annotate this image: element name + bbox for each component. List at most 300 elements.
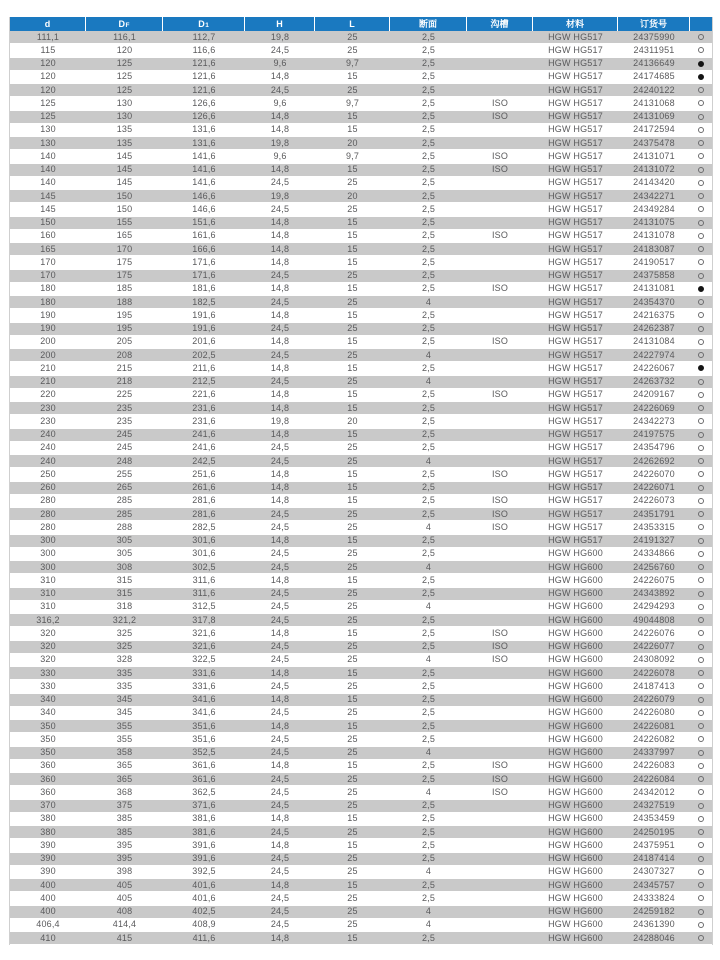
col-df-cell: 170: [116, 243, 133, 254]
table-row: [10, 336, 712, 349]
col-material-cell: HGW HG517: [548, 482, 603, 493]
col-status-cell: [690, 349, 712, 361]
col-status-cell: [690, 839, 712, 851]
col-d1-cell: 302,5: [192, 561, 216, 572]
col-df-cell: 235: [116, 415, 133, 426]
table-row: [10, 760, 712, 773]
col-order-no-cell: 24250195: [633, 826, 675, 837]
col-groove-cell: [467, 800, 533, 812]
col-groove-cell: [467, 71, 533, 83]
col-material-cell: HGW HG600: [548, 707, 603, 718]
col-d1-cell: 321,6: [192, 627, 216, 638]
empty-circle-icon: [698, 577, 704, 583]
col-section-cell: 2,5: [421, 111, 436, 122]
empty-circle-icon: [698, 895, 704, 901]
table-row: [10, 892, 712, 905]
empty-circle-icon: [698, 736, 704, 742]
col-groove-cell: [467, 349, 533, 361]
col-h-cell: 14,8: [270, 124, 290, 135]
col-section-cell: 2,5: [421, 71, 436, 82]
col-d1-cell: 381,6: [192, 813, 216, 824]
col-d-cell: 330: [40, 667, 56, 678]
col-section-cell: 2,5: [421, 813, 436, 824]
col-material-cell: HGW HG517: [548, 296, 603, 307]
col-d1-cell: 241,6: [192, 442, 216, 453]
col-d1-cell: 151,6: [192, 217, 216, 228]
col-d-cell: 300: [40, 548, 56, 559]
col-d1-cell: 251,6: [192, 468, 216, 479]
col-material-cell: HGW HG517: [548, 137, 603, 148]
col-material-cell: HGW HG600: [548, 747, 603, 758]
col-d-cell: 200: [40, 349, 56, 360]
col-df-cell: 235: [116, 402, 133, 413]
col-d1-cell: 322,5: [192, 654, 216, 665]
col-section-cell: 2,5: [421, 614, 436, 625]
col-section-cell: 2,5: [421, 190, 436, 201]
col-d-cell: 125: [40, 111, 56, 122]
col-section-cell: 4: [425, 601, 432, 612]
col-material-cell: HGW HG517: [548, 508, 603, 519]
col-status-cell: [690, 71, 712, 83]
col-d-cell: 390: [40, 853, 56, 864]
col-groove-cell: [467, 137, 533, 149]
col-groove-cell: ISO: [491, 164, 509, 175]
col-df-cell: 305: [116, 535, 133, 546]
table-row: [10, 150, 712, 163]
col-status-cell: [690, 389, 712, 401]
col-h-cell: 24,5: [270, 906, 290, 917]
col-h-cell: 24,5: [270, 733, 290, 744]
col-material-cell: HGW HG600: [548, 866, 603, 877]
col-d1-cell: 121,6: [192, 71, 216, 82]
col-groove-cell: ISO: [491, 786, 509, 797]
col-d-cell: 260: [40, 482, 56, 493]
col-material-cell: HGW HG600: [548, 839, 603, 850]
col-l-cell: 15: [347, 627, 358, 638]
col-status-cell: [690, 137, 712, 149]
col-material-cell: HGW HG517: [548, 203, 603, 214]
col-groove-cell: [467, 733, 533, 745]
col-df-cell: 368: [116, 786, 133, 797]
col-groove-cell: ISO: [491, 508, 509, 519]
table-row: [10, 786, 712, 799]
table-row: [10, 707, 712, 720]
col-order-no-cell: 24343892: [633, 588, 675, 599]
col-material-cell: HGW HG600: [548, 627, 603, 638]
col-df-cell: 188: [116, 296, 133, 307]
table-row: [10, 932, 712, 945]
col-d1-cell: 341,6: [192, 694, 216, 705]
col-groove-cell: [467, 376, 533, 388]
col-order-no-cell: 24259182: [633, 906, 675, 917]
col-section-cell: 2,5: [421, 694, 436, 705]
col-material-cell: HGW HG600: [548, 694, 603, 705]
table-row: [10, 71, 712, 84]
col-status-cell: [690, 707, 712, 719]
col-groove-cell: [467, 415, 533, 427]
col-l-cell: 25: [347, 733, 358, 744]
col-groove-cell: [467, 826, 533, 838]
col-df-cell: 145: [116, 150, 133, 161]
col-material-cell: HGW HG517: [548, 429, 603, 440]
empty-circle-icon: [698, 935, 704, 941]
table-row: [10, 217, 712, 230]
col-groove-cell: [467, 614, 533, 626]
empty-circle-icon: [698, 842, 704, 848]
col-h-cell: 14,8: [270, 482, 290, 493]
col-groove-cell: [467, 362, 533, 374]
col-section-cell: 2,5: [421, 31, 436, 42]
col-l-cell: 25: [347, 521, 358, 532]
col-status-cell: [690, 230, 712, 242]
col-order-no-cell: 24294293: [633, 601, 675, 612]
col-df-cell: 208: [116, 349, 133, 360]
col-d1-cell: 242,5: [192, 455, 216, 466]
col-l-cell: 15: [347, 429, 358, 440]
empty-circle-icon: [698, 630, 704, 636]
table-row: [10, 58, 712, 71]
table-row: [10, 574, 712, 587]
col-d1-cell: 121,6: [192, 84, 216, 95]
col-groove-cell: ISO: [491, 654, 509, 665]
col-df-cell: 125: [116, 58, 133, 69]
col-material-cell: HGW HG600: [548, 786, 603, 797]
col-section-cell: 2,5: [421, 283, 436, 294]
col-d-cell: 340: [40, 707, 56, 718]
col-section-cell: 2,5: [421, 932, 436, 943]
col-material-cell: HGW HG600: [548, 654, 603, 665]
col-groove-cell: ISO: [491, 521, 509, 532]
col-d1-cell: 331,6: [192, 680, 216, 691]
table-row: [10, 654, 712, 667]
empty-circle-icon: [698, 312, 704, 318]
col-order-no-cell: 24226082: [633, 733, 675, 744]
col-l-cell: 20: [347, 137, 358, 148]
empty-circle-icon: [698, 723, 704, 729]
col-d1-cell: 201,6: [192, 336, 216, 347]
col-h-cell: 14,8: [270, 627, 290, 638]
col-l-cell: 15: [347, 574, 358, 585]
empty-circle-icon: [698, 909, 704, 915]
col-section-cell: 4: [425, 654, 432, 665]
col-d-cell: 150: [40, 217, 56, 228]
table-row: [10, 455, 712, 468]
col-d-cell: 180: [40, 296, 56, 307]
col-df-cell: 398: [116, 866, 133, 877]
col-material-cell: HGW HG517: [548, 31, 603, 42]
col-l-cell: 15: [347, 362, 358, 373]
empty-circle-icon: [698, 140, 704, 146]
table-row: [10, 243, 712, 256]
col-material-cell: HGW HG600: [548, 574, 603, 585]
col-status-cell: [690, 415, 712, 427]
col-status-cell: [690, 482, 712, 494]
col-d1-cell: 202,5: [192, 349, 216, 360]
col-l-cell: 15: [347, 230, 358, 241]
col-h-cell: 24,5: [270, 747, 290, 758]
col-d1-cell: 231,6: [192, 415, 216, 426]
col-section-cell: 2,5: [421, 256, 436, 267]
table-row: [10, 521, 712, 534]
col-d1-cell: 371,6: [192, 800, 216, 811]
col-groove-cell: [467, 932, 533, 944]
col-order-no-cell: 24307327: [633, 866, 675, 877]
col-l-cell: 25: [347, 177, 358, 188]
col-h-cell: 14,8: [270, 429, 290, 440]
col-d-cell: 220: [40, 389, 56, 400]
col-h-cell: 14,8: [270, 71, 290, 82]
col-d-cell: 170: [40, 270, 56, 281]
col-section-cell: 2,5: [421, 680, 436, 691]
col-order-no-cell: 24143420: [633, 177, 675, 188]
empty-circle-icon: [698, 604, 704, 610]
col-material-cell: HGW HG517: [548, 468, 603, 479]
col-d-cell: 145: [40, 203, 56, 214]
col-l-cell: 25: [347, 747, 358, 758]
col-df-cell: 125: [116, 84, 133, 95]
col-h-cell: 24,5: [270, 84, 290, 95]
col-order-no-cell: 24311951: [633, 44, 675, 55]
col-d-cell: 360: [40, 773, 56, 784]
col-groove-cell: [467, 561, 533, 573]
table-row: [10, 429, 712, 442]
col-d1-cell: 131,6: [192, 137, 216, 148]
col-df-cell: 175: [116, 270, 133, 281]
col-d1-cell: 312,5: [192, 601, 216, 612]
col-df-cell: 195: [116, 309, 133, 320]
col-l-cell: 15: [347, 482, 358, 493]
col-section-cell: 4: [425, 747, 432, 758]
col-section-cell: 2,5: [421, 97, 436, 108]
table-row: [10, 296, 712, 309]
col-l-cell: 15: [347, 495, 358, 506]
empty-circle-icon: [698, 538, 704, 544]
col-df-cell: 358: [116, 747, 133, 758]
col-d-cell: 240: [40, 442, 56, 453]
empty-circle-icon: [698, 644, 704, 650]
col-groove-cell: [467, 747, 533, 759]
col-status-cell: [690, 826, 712, 838]
col-section-cell: 2,5: [421, 309, 436, 320]
col-h-cell: 24,5: [270, 455, 290, 466]
col-h-cell: 19,8: [270, 137, 290, 148]
col-l-cell: 20: [347, 190, 358, 201]
col-d-cell: 406,4: [36, 919, 60, 930]
col-df-cell: 135: [116, 137, 133, 148]
col-status-cell: [690, 588, 712, 600]
col-d-cell: 320: [40, 627, 56, 638]
table-row: [10, 124, 712, 137]
col-d-cell: 300: [40, 561, 56, 572]
col-l-cell: 25: [347, 866, 358, 877]
col-d1-cell: 261,6: [192, 482, 216, 493]
col-status-cell: [690, 203, 712, 215]
col-status-cell: [690, 376, 712, 388]
table-row: [10, 667, 712, 680]
col-groove-cell: ISO: [491, 495, 509, 506]
table-body: [10, 31, 712, 945]
col-d1-cell: 402,5: [192, 906, 216, 917]
col-h-cell: 24,5: [270, 44, 290, 55]
col-h-cell: 9,6: [273, 97, 287, 108]
col-material-cell: HGW HG517: [548, 270, 603, 281]
table-row: [10, 415, 712, 428]
col-d-cell: 360: [40, 760, 56, 771]
col-df-cell: 245: [116, 429, 133, 440]
col-order-no-cell: 49044808: [633, 614, 675, 625]
col-d-cell: 390: [40, 866, 56, 877]
empty-circle-icon: [698, 167, 704, 173]
col-section-cell: 2,5: [421, 362, 436, 373]
col-d-cell: 280: [40, 508, 56, 519]
col-l-cell: 25: [347, 455, 358, 466]
col-l-cell: 25: [347, 376, 358, 387]
col-section-cell: 2,5: [421, 84, 436, 95]
col-d-cell: 280: [40, 495, 56, 506]
col-section-cell: 2,5: [421, 707, 436, 718]
col-d-cell: 125: [40, 97, 56, 108]
col-d-cell: 130: [40, 137, 56, 148]
col-order-no-cell: 24375858: [633, 270, 675, 281]
col-h-cell: 24,5: [270, 786, 290, 797]
col-h-cell: 24,5: [270, 853, 290, 864]
col-h-cell: 14,8: [270, 402, 290, 413]
col-status-cell: [690, 627, 712, 639]
col-status-cell: [690, 932, 712, 944]
col-section-cell: 4: [425, 866, 432, 877]
col-order-no-cell: 24183087: [633, 243, 675, 254]
col-order-no-cell: 24227974: [633, 349, 675, 360]
col-l-cell: 15: [347, 164, 358, 175]
col-df-cell: 185: [116, 283, 133, 294]
col-groove-cell: [467, 720, 533, 732]
col-l-cell: 25: [347, 588, 358, 599]
col-order-no-cell: 24351791: [633, 508, 675, 519]
col-groove-cell: ISO: [491, 111, 509, 122]
col-section-cell: 2,5: [421, 773, 436, 784]
col-order-no-cell: 24226071: [633, 482, 675, 493]
col-d-cell: 390: [40, 839, 56, 850]
col-order-no-cell: 24240122: [633, 84, 675, 95]
col-l-cell: 15: [347, 667, 358, 678]
col-df-cell: 120: [116, 44, 133, 55]
col-order-no-cell: 24308092: [633, 654, 675, 665]
col-order-no-cell: 24172594: [633, 124, 675, 135]
col-d1-cell: 141,6: [192, 150, 216, 161]
table-row: [10, 866, 712, 879]
col-groove-cell: ISO: [491, 468, 509, 479]
filled-circle-icon: [698, 365, 704, 371]
col-status-cell: [690, 442, 712, 454]
table-row: [10, 283, 712, 296]
col-order-no-cell: 24226078: [633, 667, 675, 678]
col-d-cell: 190: [40, 309, 56, 320]
col-d-cell: 120: [40, 84, 56, 95]
col-material-cell: HGW HG517: [548, 71, 603, 82]
table-row: [10, 44, 712, 57]
col-l-cell: 25: [347, 323, 358, 334]
col-d1-cell: 352,5: [192, 747, 216, 758]
empty-circle-icon: [698, 803, 704, 809]
col-df-cell: 395: [116, 853, 133, 864]
col-material-cell: HGW HG517: [548, 283, 603, 294]
col-section-cell: 2,5: [421, 177, 436, 188]
col-groove-cell: [467, 256, 533, 268]
col-material-cell: HGW HG517: [548, 164, 603, 175]
col-status-cell: [690, 429, 712, 441]
col-groove-cell: [467, 309, 533, 321]
col-status-cell: [690, 548, 712, 560]
col-material-cell: HGW HG600: [548, 720, 603, 731]
col-df-cell: 355: [116, 733, 133, 744]
col-material-cell: HGW HG600: [548, 879, 603, 890]
col-df-cell: 285: [116, 495, 133, 506]
col-df-cell: 225: [116, 389, 133, 400]
col-d-cell: 160: [40, 230, 56, 241]
col-groove-cell: ISO: [491, 336, 509, 347]
col-d-cell: 230: [40, 415, 56, 426]
col-groove-header: 沟槽: [467, 17, 533, 31]
col-l-cell: 15: [347, 111, 358, 122]
col-groove-cell: [467, 270, 533, 282]
col-order-no-cell: 24354796: [633, 442, 675, 453]
col-h-cell: 24,5: [270, 892, 290, 903]
col-d-cell: 380: [40, 813, 56, 824]
col-status-cell: [690, 323, 712, 335]
empty-circle-icon: [698, 564, 704, 570]
col-d1-cell: 116,6: [192, 44, 216, 55]
col-section-cell: 2,5: [421, 124, 436, 135]
table-row: [10, 800, 712, 813]
col-d1-cell: 126,6: [192, 111, 216, 122]
col-order-no-cell: 24327519: [633, 800, 675, 811]
col-h-header: H: [245, 17, 315, 31]
col-order-no-cell: 24226067: [633, 362, 675, 373]
col-l-cell: 25: [347, 906, 358, 917]
empty-circle-icon: [698, 670, 704, 676]
col-d1-cell: 121,6: [192, 58, 216, 69]
col-l-cell: 15: [347, 694, 358, 705]
col-status-cell: [690, 455, 712, 467]
col-groove-cell: [467, 879, 533, 891]
table-row: [10, 813, 712, 826]
col-order-no-cell: 24174685: [633, 71, 675, 82]
col-l-cell: 25: [347, 31, 358, 42]
col-d-cell: 350: [40, 747, 56, 758]
col-d1-cell: 182,5: [192, 296, 216, 307]
col-d-cell: 370: [40, 800, 56, 811]
col-status-cell: [690, 747, 712, 759]
col-material-cell: HGW HG517: [548, 230, 603, 241]
col-material-cell: HGW HG517: [548, 336, 603, 347]
col-groove-cell: [467, 906, 533, 918]
col-groove-cell: [467, 813, 533, 825]
table-row: [10, 906, 712, 919]
col-h-cell: 24,5: [270, 680, 290, 691]
col-d1-cell: 171,6: [192, 270, 216, 281]
col-material-cell: HGW HG600: [548, 826, 603, 837]
empty-circle-icon: [698, 127, 704, 133]
col-order-no-cell: 24131072: [633, 164, 675, 175]
empty-circle-icon: [698, 458, 704, 464]
col-section-cell: 2,5: [421, 760, 436, 771]
col-material-cell: HGW HG517: [548, 389, 603, 400]
col-df-cell: 405: [116, 879, 133, 890]
col-groove-cell: [467, 482, 533, 494]
col-l-cell: 25: [347, 84, 358, 95]
col-order-no-cell: 24375478: [633, 137, 675, 148]
col-h-cell: 24,5: [270, 866, 290, 877]
